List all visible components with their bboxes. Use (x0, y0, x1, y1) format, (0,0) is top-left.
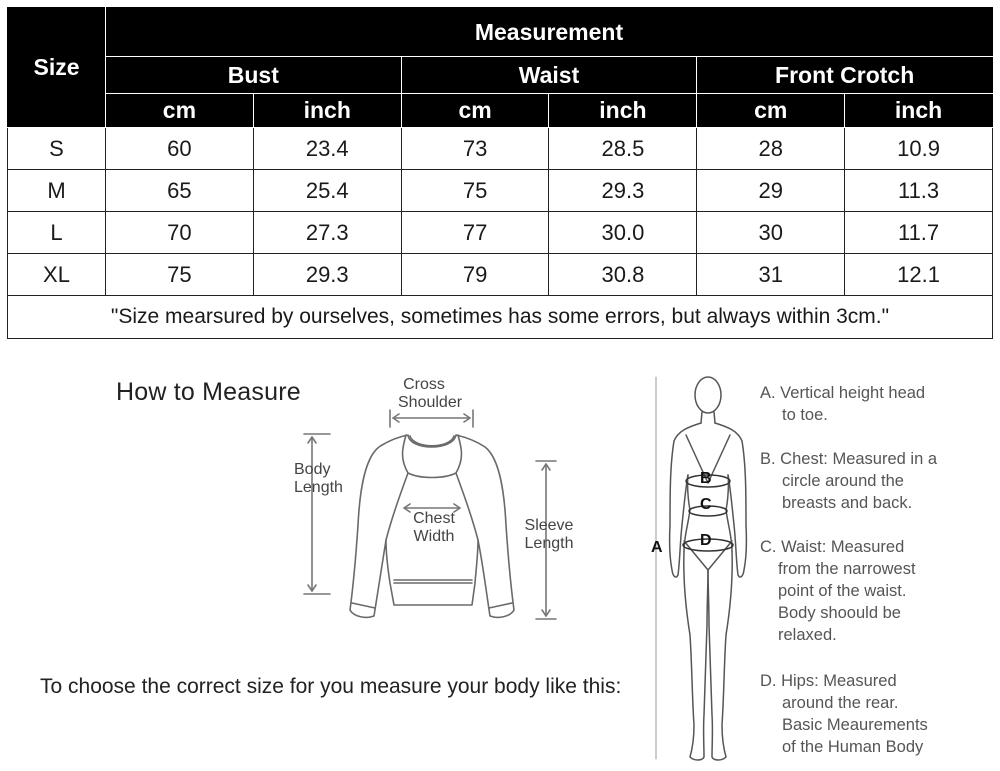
size-chart-table (7, 7, 993, 339)
table-row (8, 212, 993, 254)
table-cell: 65 (106, 170, 254, 212)
front-crotch-header: Front Crotch (697, 57, 993, 94)
size-cell: M (8, 170, 106, 212)
table-cell: 75 (106, 254, 254, 296)
size-note: "Size mearsured by ourselves, sometimes has some errors, but always within 3cm." (8, 296, 993, 339)
table-cell: 29.3 (253, 254, 401, 296)
human-body-diagram (640, 365, 760, 771)
size-cell: L (8, 212, 106, 254)
table-cell: 75 (401, 170, 549, 212)
measurement-header: Measurement (106, 8, 993, 57)
letter-b: B (700, 470, 712, 487)
table-cell: 29 (697, 170, 845, 212)
table-unit-row (8, 94, 993, 128)
table-cell: 73 (401, 128, 549, 170)
table-cell: 30 (697, 212, 845, 254)
letter-c: C (700, 496, 712, 513)
definition-a: A. Vertical height head to toe. (760, 384, 926, 424)
table-row (8, 170, 993, 212)
table-cell: 70 (106, 212, 254, 254)
bust-header: Bust (106, 57, 402, 94)
table-cell: 23.4 (253, 128, 401, 170)
table-row (8, 128, 993, 170)
size-cell: S (8, 128, 106, 170)
table-cell: 30.8 (549, 254, 697, 296)
table-cell: 30.0 (549, 212, 697, 254)
table-cell: 28.5 (549, 128, 697, 170)
letter-d: D (700, 532, 712, 549)
table-cell: 11.3 (845, 170, 993, 212)
table-cell: 25.4 (253, 170, 401, 212)
size-header: Size (8, 8, 106, 128)
definition-c: C. Waist: Measured from the narrowest point of the waist. Body shoould be relaxed. (760, 538, 916, 644)
table-cell: 79 (401, 254, 549, 296)
table-cell: 31 (697, 254, 845, 296)
definition-d: D. Hips: Measured around the rear. Basic Meaurements of the Human Body (760, 672, 928, 756)
measure-instruction: To choose the correct size for you measure your body like this: (40, 675, 622, 698)
body-length-label: Body Length (294, 461, 343, 496)
how-to-measure-title: How to Measure (116, 378, 301, 406)
unit-header: inch (845, 94, 993, 128)
table-cell: 28 (697, 128, 845, 170)
table-cell: 11.7 (845, 212, 993, 254)
table-cell: 77 (401, 212, 549, 254)
table-cell: 60 (106, 128, 254, 170)
table-cell: 10.9 (845, 128, 993, 170)
table-cell: 12.1 (845, 254, 993, 296)
table-group-row (8, 57, 993, 94)
unit-header: cm (401, 94, 549, 128)
table-cell: 29.3 (549, 170, 697, 212)
table-note-row (8, 296, 993, 339)
size-cell: XL (8, 254, 106, 296)
chest-width-label: Chest Width (413, 510, 455, 545)
table-header-row (8, 8, 993, 57)
definition-b: B. Chest: Measured in a circle around the breasts and back. (760, 450, 938, 512)
waist-header: Waist (401, 57, 697, 94)
unit-header: cm (106, 94, 254, 128)
unit-header: cm (697, 94, 845, 128)
table-row (8, 254, 993, 296)
unit-header: inch (253, 94, 401, 128)
letter-a: A (651, 539, 663, 556)
sleeve-length-label: Sleeve Length (524, 517, 574, 552)
table-cell: 27.3 (253, 212, 401, 254)
unit-header: inch (549, 94, 697, 128)
cross-shoulder-label: Cross Shoulder (398, 376, 463, 411)
